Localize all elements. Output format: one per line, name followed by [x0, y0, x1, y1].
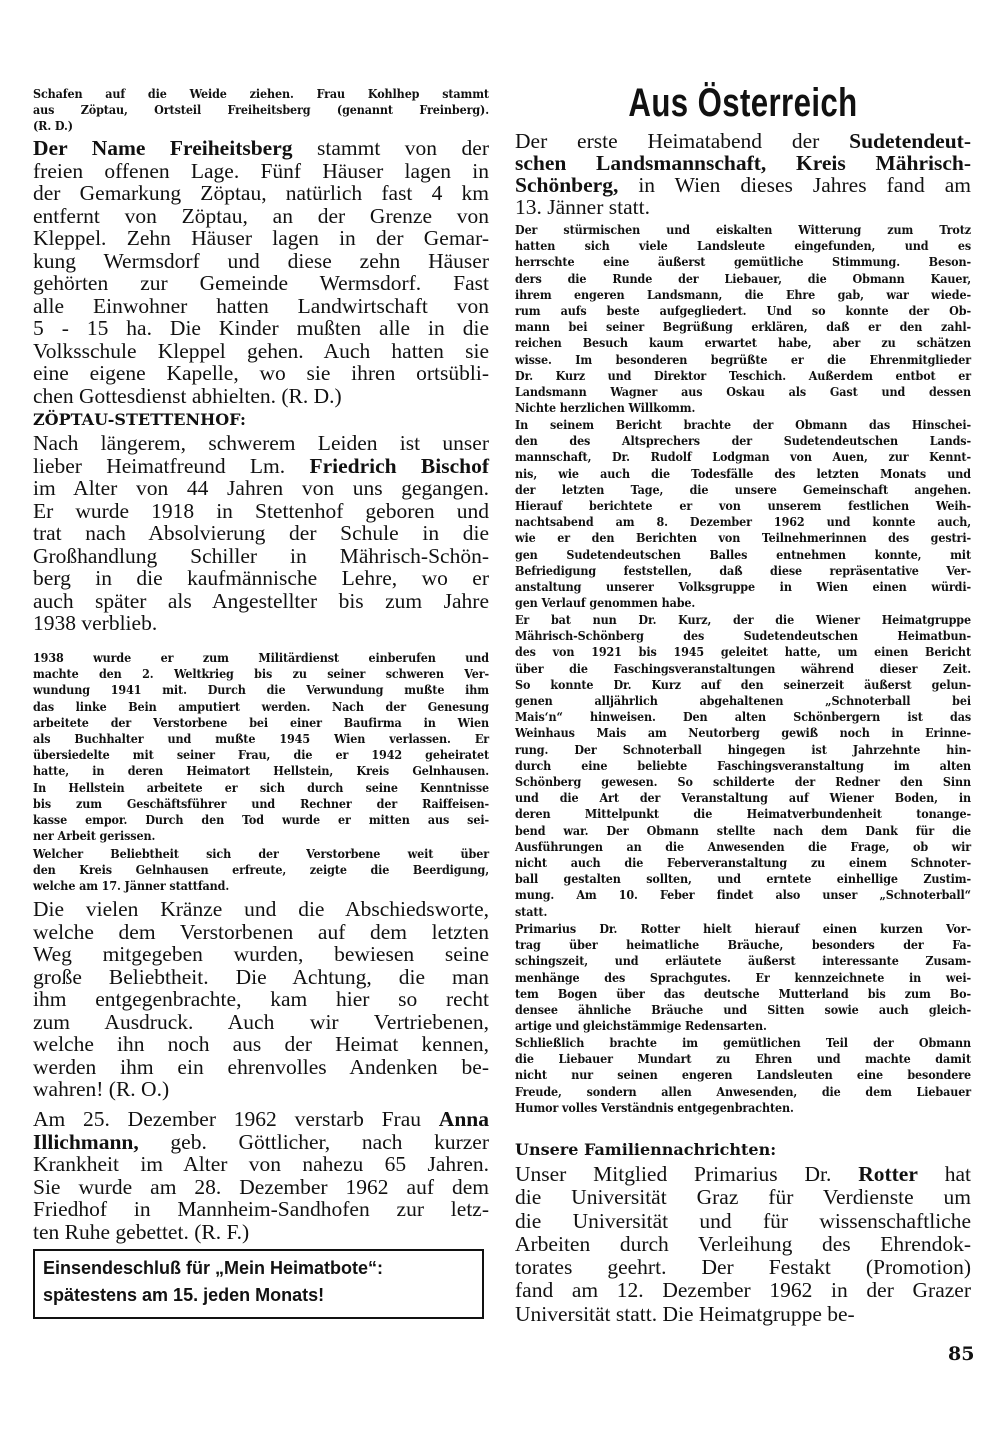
text-line [33, 878, 489, 894]
text-run: Volksschule Kleppel gehen. Auch hatten sie [33, 338, 489, 363]
text-line [515, 595, 971, 611]
heimatabend-para-4 [515, 921, 971, 1034]
text-line [33, 988, 489, 1011]
text-run: bis zum Geschäftsführer und Rechner der Raiffeisen- [33, 795, 489, 811]
text-line [33, 731, 489, 747]
text-line [33, 160, 489, 183]
text-run: übersiedelte mit seiner Frau, die er 1942 geheiratet [33, 747, 489, 763]
text-line [515, 1163, 971, 1186]
text-run: ten Ruhe gebettet. (R. F.) [33, 1219, 250, 1244]
text-run: entfernt von Zöptau, an der Grenze von [33, 203, 489, 228]
text-line [515, 612, 971, 628]
text-line [515, 352, 971, 368]
text-line [515, 921, 971, 937]
text-run: als Buchhalter und mußte 1945 Wien verlassen. Er [33, 731, 489, 747]
text-run: wie er den Berichten von Teilnehmerinnen des gestri- [515, 530, 971, 546]
text-line [515, 1035, 971, 1051]
text-line [33, 118, 489, 134]
text-line [33, 1176, 489, 1199]
text-line [515, 677, 971, 693]
text-run: Universität statt. Die Heimatgruppe be- [515, 1301, 855, 1326]
familiennachrichten-text [515, 1163, 971, 1326]
text-line [33, 182, 489, 205]
text-line [33, 477, 489, 500]
text-line [515, 498, 971, 514]
text-run: In seinem Bericht brachte der Obmann das Hinschei- [515, 417, 971, 432]
text-line [515, 449, 971, 465]
text-line [33, 317, 489, 340]
text-line [33, 966, 489, 989]
article-freiheitsberg [33, 137, 489, 407]
text-line [33, 545, 489, 568]
text-run: kasse empor. Durch den Tod wurde er mitten aus sei- [33, 812, 489, 828]
text-line [515, 1084, 971, 1100]
text-line [515, 238, 971, 254]
text-run: genen alljährlich abgehaltenen „Schnoterball bei [515, 693, 971, 709]
text-line [515, 887, 971, 903]
text-run: über die Faschingsveranstaltungen während dieser Zeit. [515, 660, 971, 676]
text-line [515, 335, 971, 351]
text-run: Die vielen Kränze und die Abschiedsworte, [33, 897, 489, 921]
text-line [33, 796, 489, 812]
text-line [515, 1303, 971, 1326]
text-line [515, 904, 971, 920]
text-line [515, 303, 971, 319]
heimatabend-para-1 [515, 222, 971, 416]
text-line [33, 432, 489, 455]
text-line [33, 898, 489, 921]
text-line [33, 500, 489, 523]
text-run: gehörten zur Gemeinde Wermsdorf. Fast [33, 271, 489, 295]
bold-text-run: Anna [438, 1107, 489, 1131]
text-line [515, 254, 971, 270]
text-line [515, 196, 971, 218]
text-line [33, 102, 489, 118]
text-run: stammt von der [292, 136, 489, 160]
text-line [33, 921, 489, 944]
text-line [515, 774, 971, 790]
text-run: bend war. Der Obmann stellte nach dem Dank für die [515, 822, 971, 838]
text-run: trat nach Absolvierung der Schule in die [33, 521, 489, 545]
text-run: Schönberg gewesen. So schilderte der Redner den Sinn [515, 774, 971, 790]
text-run: nicht auch die Feberveranstaltung zu einem Schnoter- [515, 855, 971, 871]
text-run: hatten sich viele Landsleute eingefunden, und es [515, 238, 971, 254]
text-line [33, 862, 489, 878]
text-run: ihm entgegenbrachte, kam hier so recht [33, 987, 489, 1011]
text-run: auch später als Angestellter bis zum Jahre [33, 588, 489, 613]
text-line [515, 482, 971, 498]
text-line [515, 1233, 971, 1256]
text-line [515, 742, 971, 758]
text-line [33, 1011, 489, 1034]
text-run: und die Art der Veranstaltung auf Wiener Boden, in [515, 790, 971, 806]
text-run: geb. Göttlicher, nach kurzer [138, 1129, 489, 1154]
section-heading-zoeptau-stettenhof: ZÖPTAU-STETTENHOF: [33, 410, 246, 429]
text-run: Arbeiten durch Verleihung des Ehrendok- [515, 1231, 971, 1256]
text-line [33, 612, 489, 635]
text-line [33, 86, 489, 102]
text-run: Er bat nun Dr. Kurz, der die Wiener Heimatgruppe [515, 612, 971, 627]
text-line [515, 563, 971, 579]
text-line [33, 682, 489, 698]
text-run: machte den 2. Weltkrieg bis zu seiner schweren Ver- [33, 666, 489, 682]
page-number: 85 [948, 1343, 975, 1365]
text-line [515, 368, 971, 384]
deadline-notice-box [33, 1249, 484, 1319]
text-line [515, 417, 971, 433]
obituary-illichmann [33, 1108, 489, 1243]
text-run: Am 25. Dezember 1962 verstarb Frau [33, 1107, 439, 1131]
text-line [515, 579, 971, 595]
text-run: rung. Der Schnoterball hingegen ist Jahrzehnte hin- [515, 741, 971, 757]
text-line [515, 1279, 971, 1302]
section-heading-familiennachrichten: Unsere Familiennachrichten: [515, 1140, 777, 1159]
text-run: Friedhof in Mannheim-Sandhofen zur letz- [33, 1197, 489, 1221]
text-run: nicht nur seinen engeren Landsleuten eine besondere [515, 1067, 971, 1083]
text-line [33, 763, 489, 779]
text-run: Schafen auf die Weide ziehen. Frau Kohlhep stammt [33, 86, 489, 101]
obituary-bischof-closing [33, 898, 489, 1101]
text-line [515, 514, 971, 530]
bold-text-run: Illichmann, [33, 1129, 139, 1154]
text-line [515, 871, 971, 887]
text-line [33, 715, 489, 731]
text-run: Weinhaus Mais am Neutorberg gewiß noch in Erinne- [515, 725, 971, 741]
text-line [33, 747, 489, 763]
text-line [515, 384, 971, 400]
text-run: deren Mittelpunkt die Heimatverbundenheit tonange- [515, 806, 971, 822]
text-line [515, 839, 971, 855]
text-line [33, 385, 489, 408]
text-line [515, 937, 971, 953]
text-run: arbeitete der Verstorbene bei einer Baufirma in Wien [33, 714, 489, 730]
text-line [33, 227, 489, 250]
text-run: hat [917, 1162, 971, 1186]
bold-text-run: Friedrich Bischof [309, 453, 489, 478]
text-line [33, 362, 489, 385]
text-run: densee ähnliche Bräuche und Sitten sowie auch gleich- [515, 1002, 971, 1018]
text-run: herrschte eine äußerst gemütliche Stimmung. Beson- [515, 254, 971, 270]
text-run: tem Bogen über das deutsche Mutterland bis zum Bo- [515, 985, 971, 1001]
text-run: torates geehrt. Der Festakt (Promotion) [515, 1255, 971, 1280]
text-line [515, 1067, 971, 1083]
text-run: (R. D.) [33, 118, 73, 134]
text-run: Humor volles Verständnis entgegenbrachten. [515, 1099, 794, 1115]
text-line [515, 287, 971, 303]
heimatabend-intro [515, 130, 971, 218]
text-run: Er wurde 1918 in Stettenhof geboren und [33, 498, 489, 523]
text-line [33, 1221, 489, 1244]
text-line [515, 1256, 971, 1279]
text-run: Nichte herzlichen Willkomm. [515, 400, 696, 416]
text-run: Dr. Kurz und Direktor Teschich. Außerdem entbot er [515, 367, 971, 383]
text-line [515, 790, 971, 806]
text-line [515, 433, 971, 449]
text-line [515, 661, 971, 677]
text-line [515, 130, 971, 152]
text-run: den des Altsprechers der Sudetendeutschen Lands- [515, 433, 971, 449]
text-run: Schließlich brachte im gemütlichen Teil der Obmann [515, 1035, 971, 1050]
text-run: 5 - 15 ha. Die Kinder mußten alle in die [33, 316, 489, 340]
text-run: gen Sudetendeutschen Balles entnehmen konnte, mit [515, 546, 971, 562]
text-line [515, 1210, 971, 1233]
text-run: im Alter von 44 Jahren von uns gegangen. [33, 476, 489, 500]
text-run: 1938 wurde er zum Militärdienst einberufen und [33, 650, 489, 665]
text-line [33, 590, 489, 613]
text-run: ihrem engeren Landsmann, die Ehre gab, war wiede- [515, 286, 971, 302]
text-run: wisse. Im besonderen begrüßte er die Ehrenmitglieder [515, 351, 971, 367]
obituary-bischof-funeral [33, 846, 489, 895]
text-line [515, 1051, 971, 1067]
text-run: In Hellstein arbeitete er sich durch seine Kenntnisse [33, 779, 489, 795]
text-line [33, 812, 489, 828]
deadline-line-2: spätestens am 15. jeden Monats! [43, 1285, 325, 1305]
text-line [515, 1002, 971, 1018]
text-line [33, 699, 489, 715]
text-line [515, 644, 971, 660]
text-line [515, 152, 971, 174]
text-run: chen Gottesdienst abhielten. (R. D.) [33, 383, 342, 408]
text-line [515, 271, 971, 287]
text-run: Sie wurde am 28. Dezember 1962 auf dem [33, 1174, 489, 1199]
text-run: 1938 verblieb. [33, 611, 158, 635]
text-run: Ausführungen an die Anwesenden die Frage, ob wir [515, 838, 971, 854]
text-line [515, 530, 971, 546]
text-line [515, 466, 971, 482]
text-run: rum aufs beste aufgegliedert. Und so konnte der Ob- [515, 303, 971, 319]
text-run: reichen Besuch kaum erwartet habe, aber zu schätzen [515, 335, 971, 351]
text-line [33, 650, 489, 666]
text-line [33, 205, 489, 228]
text-line [515, 986, 971, 1002]
section-title-aus-oesterreich: Aus Österreich [628, 81, 858, 125]
text-run: ner Arbeit gerissen. [33, 828, 156, 844]
text-line [33, 780, 489, 796]
text-run: die Liebauer Mundart zu Ehren und machte damit [515, 1051, 971, 1067]
text-run: Krankheit im Alter von nahezu 65 Jahren. [33, 1152, 489, 1176]
text-line [33, 666, 489, 682]
text-line [33, 295, 489, 318]
text-run: ders die Runde der Liebauer, die Obmann Kauer, [515, 270, 971, 286]
text-run: werden ihm ein ehrenvolles Andenken be- [33, 1054, 489, 1079]
bold-text-run: Der Name Freiheitsberg [33, 136, 293, 160]
text-line [33, 943, 489, 966]
text-run: Befriedigung feststellen, daß diese repräsentative Ver- [515, 562, 971, 578]
text-run: in Wien dieses Jahres fand am [618, 173, 971, 197]
text-line [515, 319, 971, 335]
text-line [515, 1100, 971, 1116]
deadline-line-1: Einsendeschluß für „Mein Heimatbote“: [43, 1258, 384, 1278]
text-line [515, 823, 971, 839]
text-run: gen Verlauf genommen habe. [515, 595, 696, 611]
text-line [33, 1078, 489, 1101]
text-line [33, 828, 489, 844]
text-line [33, 1131, 489, 1154]
text-line [515, 953, 971, 969]
text-line [515, 547, 971, 563]
text-line [33, 1198, 489, 1221]
text-line [515, 693, 971, 709]
text-line [515, 758, 971, 774]
text-run: wundung 1941 mit. Durch die Verwundung mußte ihm [33, 682, 489, 698]
text-line [515, 1018, 971, 1034]
text-line [33, 522, 489, 545]
text-line [515, 725, 971, 741]
text-run: das linke Bein amputiert werden. Nach der Genesung [33, 698, 489, 714]
text-run: Landsmann Wagner aus Oskau als Gast und dessen [515, 384, 971, 400]
text-run: der Gemarkung Zöptau, natürlich fast 4 km [33, 181, 489, 205]
text-run: die Universität Graz für Verdienste um [515, 1185, 971, 1210]
text-run: Weg mitgegeben wurden, bewiesen seine [33, 942, 489, 966]
text-line [515, 970, 971, 986]
text-run: schingszeit, und erläutete äußerst interessante Zusam- [515, 953, 971, 969]
text-run: mung. [515, 887, 577, 903]
text-run: welche ihn noch aus der Heimat kennen, [33, 1032, 489, 1056]
text-run: eine eigene Kapelle, wo sie ihren ortsübli- [33, 361, 489, 385]
obituary-bischof-details [33, 650, 489, 844]
text-run: Hierauf berichtete er von unserem festlichen Weih- [515, 498, 971, 514]
text-line [515, 222, 971, 238]
text-run: mannschaft, Dr. Rudolf Lodgman von Auen, zur Kennt- [515, 449, 971, 465]
text-run: Primarius Dr. Rotter hielt hierauf einen kurzen Vor- [515, 921, 971, 936]
heimatabend-para-3 [515, 612, 971, 920]
text-line [33, 846, 489, 862]
text-run: ball gestalten sollten, und erntete einhellige Zustim- [515, 871, 971, 887]
text-run: Freude, sondern allen Anwesenden, die dem Liebauer [515, 1083, 971, 1099]
heimatabend-para-5 [515, 1035, 971, 1116]
text-run: Mährisch-Schönberg des Sudetendeutschen Heimatbun- [515, 628, 971, 644]
text-run: die Universität und für wissenschaftliche [515, 1208, 971, 1233]
text-line [515, 855, 971, 871]
text-run: freien offenen Lage. Fünf Häuser lagen in [33, 158, 489, 183]
text-line [515, 1186, 971, 1209]
text-run: zum Ausdruck. Auch wir Vertriebenen, [33, 1009, 489, 1034]
bold-text-run: Am 10. Feber findet also unser „Schnoterball“ [576, 887, 971, 903]
text-run: welche am 17. Jänner stattfand. [33, 878, 230, 894]
text-line [515, 628, 971, 644]
text-run: nachtsabend am 8. Dezember 1962 und konnte auch, [515, 514, 971, 530]
text-run: anstaltung unserer Volksgruppe in Wien einen würdi- [515, 579, 971, 595]
bold-text-run: Sudetendeut- [849, 129, 971, 153]
text-run: berg in die kaufmännische Lehre, wo er [33, 566, 489, 590]
text-run: lieber Heimatfreund Lm. [33, 453, 310, 478]
text-run: artige und gleichstämmige Redensarten. [515, 1018, 767, 1034]
text-run: mann bei seiner Begrüßung erklären, daß er den zahl- [515, 319, 971, 335]
text-line [33, 1153, 489, 1176]
text-run: Großhandlung Schiller in Mährisch-Schön- [33, 543, 489, 568]
text-run: Mais‘n“ hinweisen. Den alten Schönbergern ist das [515, 709, 971, 725]
text-run: alle Einwohner hatten Landwirtschaft von [33, 293, 489, 318]
text-run: 13. Jänner statt. [515, 195, 650, 219]
bold-text-run: Schönberg, [515, 173, 619, 197]
text-line [33, 1056, 489, 1079]
text-line [515, 400, 971, 416]
text-line [33, 250, 489, 273]
text-run: fand am 12. Dezember 1962 in der Grazer [515, 1278, 971, 1303]
text-run: der letzten Tage, die unsere Gemeinschaft angehen. [515, 481, 971, 497]
text-run: aus Zöptau, Ortsteil Freiheitsberg (genannt Freinberg). [33, 102, 489, 118]
text-line [515, 174, 971, 196]
text-run: kung Wermsdorf und diese zehn Häuser [33, 248, 489, 273]
text-run: trag über heimatliche Bräuche, besonders der Fa- [515, 937, 971, 953]
text-line [33, 137, 489, 160]
text-run: den Kreis Gelnhausen erfreute, zeigte die Beerdigung, [33, 862, 489, 878]
text-run: große Beliebtheit. Die Achtung, die man [33, 964, 489, 989]
text-run: Der stürmischen und eiskalten Witterung zum Trotz [515, 222, 971, 237]
text-line [515, 709, 971, 725]
text-run: nis, wie auch die Todesfälle des letzten Monats und [515, 465, 971, 481]
text-run: Unser Mitglied Primarius Dr. [515, 1162, 859, 1186]
bold-text-run: statt. [515, 903, 548, 919]
text-run: Kleppel. Zehn Häuser lagen in der Gemar- [33, 226, 489, 250]
obituary-bischof-intro [33, 432, 489, 635]
text-run: wahren! (R. O.) [33, 1077, 170, 1101]
text-run: hatte, in deren Heimatort Hellstein, Kreis Gelnhausen. [33, 763, 489, 779]
text-line [33, 1033, 489, 1056]
text-run: durch eine beliebte Faschingsveranstaltung im alten [515, 757, 971, 773]
heimatabend-para-2 [515, 417, 971, 611]
text-line [33, 340, 489, 363]
text-run: Nach längerem, schwerem Leiden ist unser [33, 431, 489, 455]
text-run: menhänge des Sprachgutes. Er kennzeichnete in wei- [515, 969, 971, 985]
text-line [33, 272, 489, 295]
text-line [33, 1108, 489, 1131]
text-line [33, 455, 489, 478]
text-run: Der erste Heimatabend der [515, 129, 850, 153]
bold-text-run: schen Landsmannschaft, Kreis Mährisch- [515, 151, 971, 175]
text-run: Welcher Beliebtheit sich der Verstorbene weit über [33, 846, 489, 861]
article-fragment-top [33, 86, 489, 135]
text-run: So konnte Dr. Kurz auf den seinerzeit äußerst gelun- [515, 676, 971, 692]
text-run: welche dem Verstorbenen auf dem letzten [33, 919, 489, 944]
bold-text-run: Rotter [858, 1162, 918, 1186]
text-line [515, 806, 971, 822]
text-run: des von 1921 bis 1945 geleitet hatte, um einen Bericht [515, 644, 971, 660]
text-line [33, 567, 489, 590]
